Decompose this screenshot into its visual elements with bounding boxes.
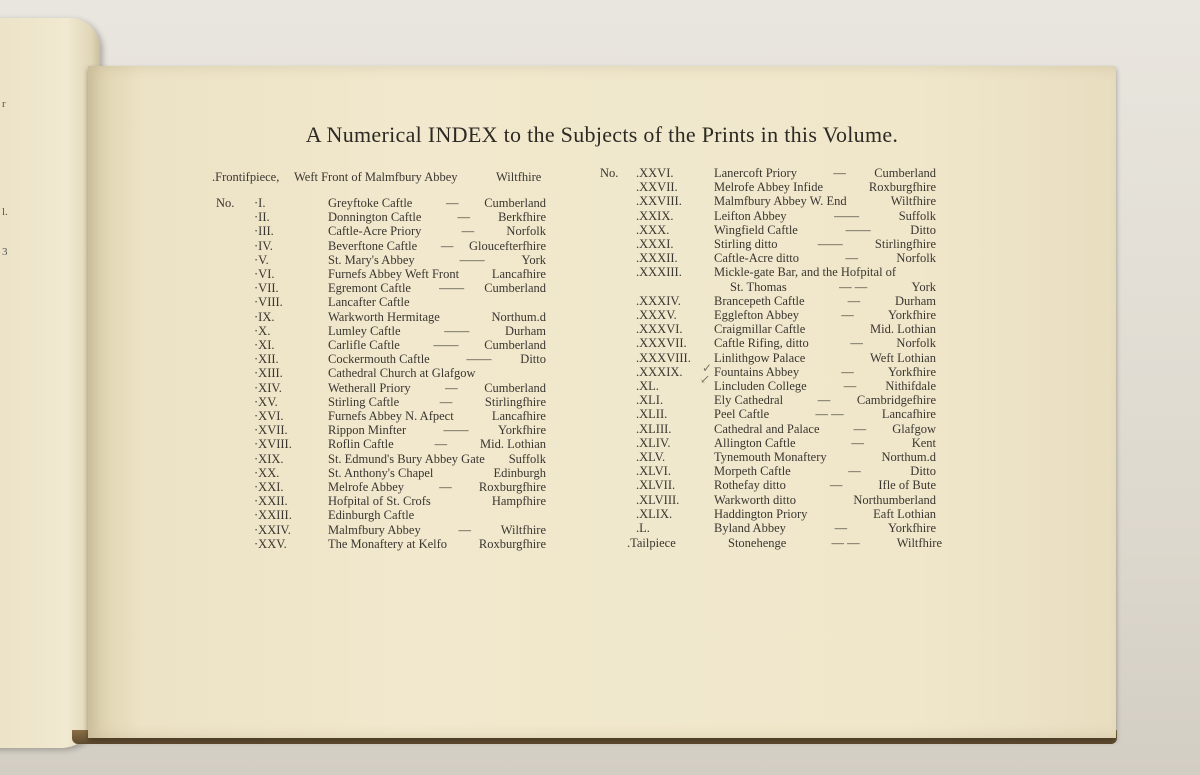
index-entry <box>714 407 936 422</box>
index-entry <box>714 251 936 266</box>
entry-place: Cockermouth Caftle <box>328 352 430 367</box>
entry-county: Lancafhire <box>881 407 936 422</box>
plate-number: .XLIV. <box>636 435 671 450</box>
plate-number: .XXVI. <box>636 166 674 180</box>
index-entry <box>714 223 936 238</box>
entry-county: Berkfhire <box>498 210 546 225</box>
entry-county: Edinburgh <box>493 465 546 480</box>
plate-number: .XXXVII. <box>636 336 687 351</box>
entry-place: Lumley Caftle <box>328 323 401 338</box>
entry-dash <box>455 537 479 552</box>
plate-number: ·XXV. <box>254 536 287 551</box>
entry-dash: —— <box>459 252 485 267</box>
plate-number: ·V. <box>254 252 269 267</box>
entry-county: Cumberland <box>484 281 546 296</box>
plate-number: .XL. <box>636 379 659 393</box>
plate-number: ·XIX. <box>254 451 284 466</box>
tailpiece-county: Wiltfhire <box>896 536 942 550</box>
entry-place: Cathedral Church at Glafgow <box>328 366 476 381</box>
plate-number: ·I. <box>254 196 266 210</box>
plate-number: .XXXIV. <box>636 293 681 308</box>
entry-dash: — <box>445 380 458 395</box>
index-entry <box>714 422 936 437</box>
entry-dash <box>804 493 853 508</box>
entry-place: Malmfbury Abbey W. End <box>714 194 847 209</box>
entry-place: Wetherall Priory <box>328 380 411 395</box>
plate-number: ·XVIII. <box>254 437 292 452</box>
entry-place: Warkworth Hermitage <box>328 309 440 324</box>
entry-county: Ditto <box>910 464 936 479</box>
index-entry <box>714 166 936 181</box>
entry-place: Brancepeth Caftle <box>714 293 805 308</box>
plate-number: .XXXI. <box>636 237 674 251</box>
entry-dash: — <box>848 464 861 479</box>
index-entry <box>714 464 936 479</box>
plate-number: .XLVIII. <box>636 492 680 507</box>
plate-number: ·XII. <box>254 352 279 367</box>
entry-dash: — <box>834 521 848 535</box>
entry-dash <box>835 450 882 465</box>
entry-place: Donnington Caftle <box>328 210 422 225</box>
index-entry <box>328 523 546 538</box>
index-entry <box>328 310 546 325</box>
entry-place: Wingfield Caftle <box>714 222 798 237</box>
index-entry <box>328 281 546 296</box>
no-label-right: No. <box>600 166 619 180</box>
entry-dash <box>815 507 873 522</box>
plate-number: .XXXII. <box>636 251 678 266</box>
plate-number: .XXXV. <box>636 308 677 322</box>
plate-number: ·VIII. <box>254 295 283 310</box>
entry-dash: — <box>457 210 470 225</box>
entry-place: Rothefay ditto <box>714 478 786 493</box>
entry-county: Yorkfhire <box>887 364 936 379</box>
plate-number: ·IV. <box>254 238 273 253</box>
entry-county: Stirlingfhire <box>484 394 546 409</box>
index-entry <box>328 466 546 481</box>
pencil-check-mark: ✓ <box>702 361 713 375</box>
frontispiece-place: Weft Front of Malmfbury Abbey <box>294 170 458 184</box>
index-entry <box>328 494 546 509</box>
index-entry <box>714 521 936 536</box>
plate-number: .XXXIII. <box>636 265 682 280</box>
entry-place: Caftle-Acre Priory <box>328 224 422 239</box>
entry-county: Hampfhire <box>491 494 546 509</box>
index-entry <box>714 365 936 380</box>
entry-place: Warkworth ditto <box>714 492 796 507</box>
entry-place: Edinburgh Caftle <box>328 508 415 523</box>
entry-county: York <box>911 279 936 294</box>
entry-county: Norfolk <box>506 224 546 239</box>
entry-place: Cathedral and Palace <box>714 421 820 436</box>
entry-county: Durham <box>895 293 936 308</box>
plate-number: .XXXVIII. <box>636 350 691 365</box>
plate-number: .XLI. <box>636 393 664 408</box>
plate-number: ·XVII. <box>254 423 288 438</box>
entry-county: Cumberland <box>484 380 546 395</box>
index-entry <box>714 436 936 451</box>
entry-place: Carlifle Caftle <box>328 338 400 352</box>
entry-county: Mid. Lothian <box>480 437 546 452</box>
entry-dash: — <box>845 251 858 266</box>
entry-dash <box>813 322 870 337</box>
entry-dash <box>441 466 493 481</box>
index-entry <box>328 381 546 396</box>
tailpiece-entry <box>728 536 942 551</box>
plate-number: ·VI. <box>254 267 275 281</box>
entry-dash: — <box>439 480 452 494</box>
entry-place: Furnefs Abbey Weft Front <box>328 267 460 281</box>
entry-place: Tynemouth Monaftery <box>714 450 827 464</box>
entry-dash <box>493 452 509 467</box>
entry-dash <box>422 508 546 523</box>
entry-place: Rippon Minfter <box>328 423 407 438</box>
entry-place: Peel Caftle <box>714 407 770 422</box>
entry-dash: — <box>461 224 475 239</box>
entry-county: Lancafhire <box>491 409 546 423</box>
index-entry <box>714 194 936 209</box>
plate-number: ·XXI. <box>254 480 284 494</box>
index-entry <box>328 366 546 381</box>
no-label-left: No. <box>216 196 235 210</box>
entry-dash <box>467 267 492 282</box>
entry-place: Lanercoft Priory <box>714 166 797 180</box>
entry-county: York <box>521 252 546 267</box>
index-entry <box>328 239 546 254</box>
entry-place: St. Anthony's Chapel <box>328 465 434 480</box>
entry-dash: — <box>817 393 831 408</box>
entry-dash: —— <box>834 208 860 223</box>
plate-number: ·XVI. <box>254 409 284 423</box>
entry-county: Norfolk <box>896 336 936 351</box>
entry-place: Caftle Rifing, ditto <box>714 336 809 351</box>
plate-number: .XLIII. <box>636 421 672 436</box>
entry-dash: — <box>851 435 864 450</box>
entry-place: Beverftone Caftle <box>328 238 418 253</box>
entry-place: Lancafter Caftle <box>328 295 410 310</box>
plate-number: .XXXIX. <box>636 364 683 379</box>
entry-county: Northumberland <box>853 492 936 507</box>
entry-place: Linlithgow Palace <box>714 350 806 365</box>
index-entry <box>328 537 546 552</box>
tailpiece-label: .Tailpiece <box>627 536 676 550</box>
entry-dash <box>439 494 492 509</box>
plate-number: .XLII. <box>636 407 668 422</box>
index-entry <box>328 480 546 495</box>
entry-dash: — <box>833 166 846 180</box>
index-entry <box>714 379 936 394</box>
index-entry <box>328 196 546 211</box>
entry-dash: — <box>458 522 471 537</box>
entry-dash: — <box>841 364 854 379</box>
entry-county: Yorkfhire <box>887 308 936 322</box>
entry-dash: — <box>850 336 863 351</box>
index-entry <box>714 294 936 309</box>
entry-county: Wiltfhire <box>500 522 546 537</box>
index-entry <box>328 224 546 239</box>
entry-dash: —— <box>845 222 871 237</box>
entry-dash: —— <box>443 423 469 438</box>
entry-county: Ifle of Bute <box>878 478 936 493</box>
entry-place: Greyftoke Caftle <box>328 196 413 210</box>
plate-number: .XLVI. <box>636 464 671 479</box>
index-entry <box>328 508 546 523</box>
entry-dash: —— <box>433 338 459 352</box>
left-page-mark: 3 <box>2 246 8 258</box>
entry-place: Malmfbury Abbey <box>328 522 421 537</box>
plate-number: .XLVII. <box>636 478 676 493</box>
entry-dash: —— <box>466 352 492 367</box>
entry-place: Roflin Caftle <box>328 437 394 452</box>
entry-dash <box>904 265 936 280</box>
entry-place: Stirling ditto <box>714 237 778 251</box>
entry-place: Caftle-Acre ditto <box>714 251 800 266</box>
index-entry <box>714 336 936 351</box>
entry-dash: — <box>853 421 867 436</box>
entry-county: Wiltfhire <box>890 194 936 209</box>
plate-number: ·XI. <box>254 338 275 352</box>
entry-dash: — <box>843 379 857 393</box>
entry-dash: —— <box>444 323 470 338</box>
entry-place: St. Mary's Abbey <box>328 252 415 267</box>
plate-number: ·XIII. <box>254 366 283 381</box>
entry-county: Cumberland <box>484 338 546 352</box>
plate-number: .XXIX. <box>636 208 674 223</box>
left-page-mark: l. <box>2 206 8 218</box>
entry-dash: — <box>829 478 843 493</box>
index-entry <box>714 493 936 508</box>
index-entry <box>328 338 546 353</box>
plate-number: .XXXVI. <box>636 322 683 337</box>
entry-county: Ditto <box>520 352 546 367</box>
entry-place: Ely Cathedral <box>714 393 784 408</box>
plate-number: ·II. <box>254 210 270 225</box>
entry-dash <box>448 310 492 325</box>
entry-county: Cumberland <box>484 196 546 210</box>
entry-place: Mickle-gate Bar, and the Hofpital of <box>714 265 897 280</box>
entry-place: Fountains Abbey <box>714 364 800 379</box>
index-entry <box>714 180 936 195</box>
index-entry <box>328 409 546 424</box>
tailpiece-dash: — — <box>831 536 860 550</box>
index-entry <box>714 308 936 323</box>
entry-place: Stirling Caftle <box>328 394 400 409</box>
entry-county: Roxburgfhire <box>868 180 936 195</box>
entry-county: Gloucefterfhire <box>468 238 546 253</box>
page-title: A Numerical INDEX to the Subjects of the Prints in this Volume. <box>305 122 899 147</box>
entry-dash: — <box>440 238 454 253</box>
entry-dash: — — <box>815 407 844 422</box>
index-entry <box>714 393 936 408</box>
entry-dash <box>462 409 492 424</box>
entry-county: Weft Lothian <box>870 350 936 365</box>
plate-number: ·VII. <box>254 281 279 296</box>
entry-place: Craigmillar Caftle <box>714 322 806 337</box>
index-entry <box>714 322 936 337</box>
plate-number: ·XXII. <box>254 494 288 509</box>
entry-county: Yorkfhire <box>887 521 936 535</box>
frontispiece-county: Wiltfhire <box>496 170 542 184</box>
plate-number: ·IX. <box>254 309 275 324</box>
entry-county: Roxburgfhire <box>478 536 546 551</box>
index-entry <box>714 478 936 493</box>
index-entry <box>714 265 936 280</box>
entry-place: St. Edmund's Bury Abbey Gate <box>328 451 485 466</box>
entry-place: Egglefton Abbey <box>714 308 800 322</box>
entry-dash: — <box>841 308 854 322</box>
entry-place: Furnefs Abbey N. Afpect <box>328 409 454 423</box>
index-entry <box>714 507 936 522</box>
index-entry <box>714 351 936 366</box>
entry-dash: — — <box>839 279 868 294</box>
entry-county: Suffolk <box>508 451 546 466</box>
entry-county: Norfolk <box>896 251 936 266</box>
entry-dash: — <box>434 437 448 452</box>
plate-number: .XLIX. <box>636 506 673 521</box>
pencil-arrow-mark: ↙ <box>700 372 711 386</box>
entry-dash <box>831 180 869 195</box>
index-entry-continuation <box>730 280 936 295</box>
index-page <box>88 66 1116 738</box>
plate-number: .XXVIII. <box>636 194 682 209</box>
entry-place: Hofpital of St. Crofs <box>328 494 431 509</box>
entry-county: Durham <box>505 323 546 338</box>
entry-county: Glafgow <box>892 421 936 436</box>
index-entry <box>328 437 546 452</box>
entry-place: Lincluden College <box>714 379 807 393</box>
entry-dash: —— <box>817 237 843 251</box>
plate-number: .XXVII. <box>636 180 678 195</box>
entry-place: Egremont Caftle <box>328 281 411 296</box>
entry-county: Cumberland <box>874 166 936 180</box>
plate-number: ·XV. <box>254 394 278 409</box>
entry-place: Haddington Priory <box>714 506 808 521</box>
entry-county: Kent <box>911 435 936 450</box>
left-page-mark: r <box>2 98 6 110</box>
plate-number: .L. <box>636 521 650 535</box>
left-page <box>0 18 100 748</box>
entry-county: Northum.d <box>491 309 546 324</box>
entry-county: Yorkfhire <box>497 423 546 438</box>
index-entry <box>328 210 546 225</box>
entry-place: Allington Caftle <box>714 435 796 450</box>
entry-county: Nithifdale <box>885 379 936 393</box>
entry-county: Suffolk <box>898 208 936 223</box>
entry-place: St. Thomas <box>730 279 787 294</box>
entry-place: Leifton Abbey <box>714 208 787 223</box>
index-entry <box>714 237 936 252</box>
entry-county: Northum.d <box>881 450 936 464</box>
entry-place: Byland Abbey <box>714 521 786 535</box>
plate-number: ·XX. <box>254 465 280 480</box>
plate-number: ·XXIII. <box>254 508 292 523</box>
entry-county: Stirlingfhire <box>874 237 936 251</box>
plate-number: ·XIV. <box>254 380 282 395</box>
entry-county: Lancafhire <box>491 267 546 281</box>
entry-place: Morpeth Caftle <box>714 464 791 479</box>
entry-dash: — <box>847 293 861 308</box>
entry-county: Cambridgefhire <box>856 393 936 408</box>
entry-county: Eaft Lothian <box>873 506 936 521</box>
plate-number: ·XXIV. <box>254 522 291 537</box>
entry-dash <box>484 366 546 381</box>
entry-place: Melrofe Abbey Infide <box>714 180 823 195</box>
entry-dash <box>855 194 891 209</box>
plate-number: ·X. <box>254 323 271 338</box>
index-entry <box>328 395 546 410</box>
index-entry <box>328 423 546 438</box>
entry-place: The Monaftery at Kelfo <box>328 536 448 551</box>
entry-place: Melrofe Abbey <box>328 480 405 494</box>
entry-county: Ditto <box>910 222 936 237</box>
entry-county: Mid. Lothian <box>870 322 936 337</box>
entry-dash <box>418 295 546 310</box>
index-entry <box>328 267 546 282</box>
entry-dash: —— <box>439 281 465 296</box>
plate-number: .XXX. <box>636 222 670 237</box>
entry-dash: — <box>439 394 453 409</box>
entry-county: Roxburgfhire <box>478 480 546 494</box>
index-entry <box>328 352 546 367</box>
index-entry <box>328 295 546 310</box>
entry-dash <box>813 351 870 366</box>
frontispiece-label: .Frontifpiece, <box>212 170 280 184</box>
plate-number: .XLV. <box>636 450 666 464</box>
index-entry <box>714 450 936 465</box>
entry-dash: — <box>446 196 459 210</box>
index-entry <box>328 324 546 339</box>
index-entry <box>328 253 546 268</box>
tailpiece-place: Stonehenge <box>728 536 787 550</box>
plate-number: ·III. <box>254 224 274 239</box>
index-entry <box>328 452 546 467</box>
index-entry <box>714 209 936 224</box>
